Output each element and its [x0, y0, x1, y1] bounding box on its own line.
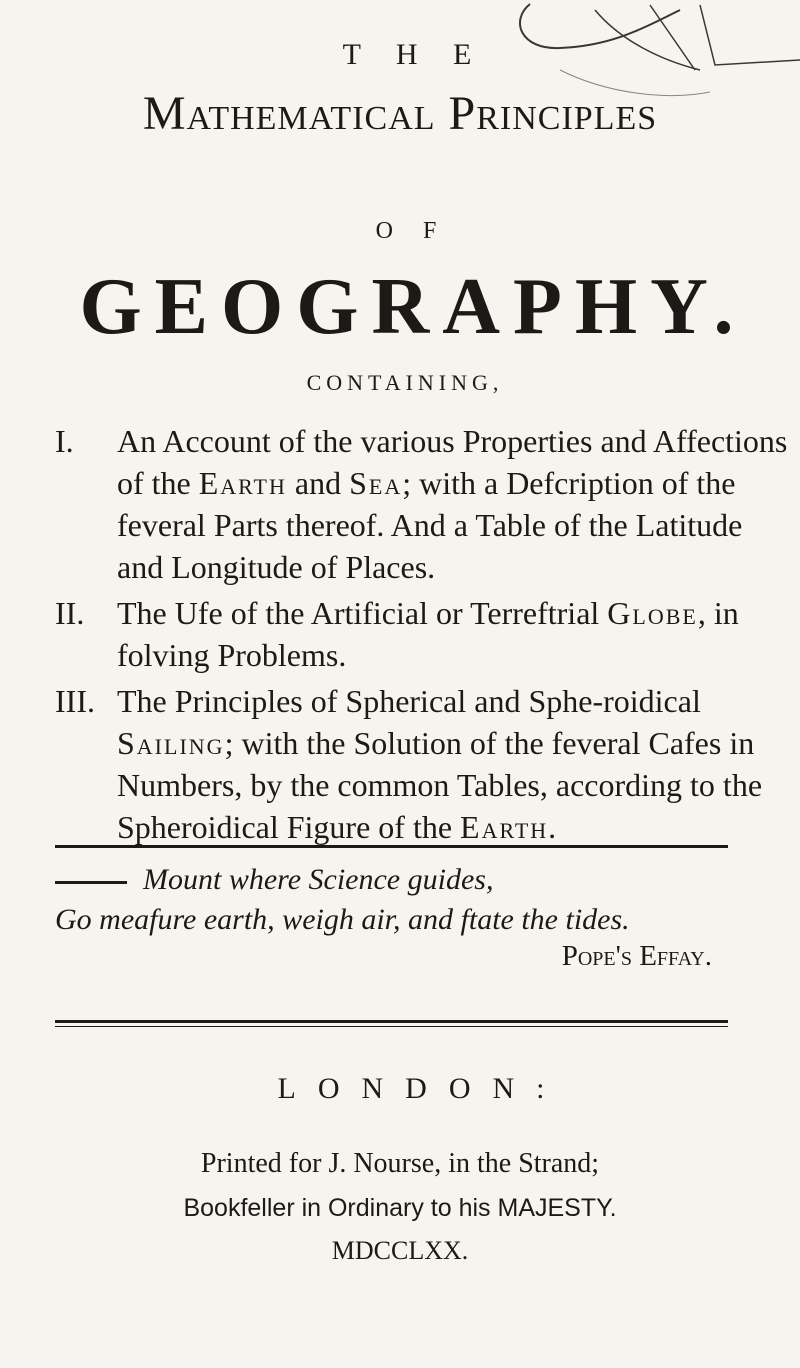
imprint-city: LONDON:	[277, 1072, 567, 1105]
item-text: The Ufe of the Artificial or Terreftrial Globe, in folving Problems.	[117, 595, 739, 673]
small-caps-sailing: Sailing	[117, 725, 225, 761]
title-of: O F	[375, 218, 449, 244]
imprint-bookseller: Bookfeller in Ordinary to his MAJESTY.	[183, 1194, 617, 1222]
divider-rule-bottom	[55, 1020, 728, 1023]
subject-title: GEOGRAPHY.	[79, 263, 747, 351]
imprint-printer: Printed for J. Nourse, in the Strand;	[200, 1148, 600, 1179]
containing-label: CONTAINING,	[306, 370, 504, 395]
small-caps-globe: Globe	[607, 595, 698, 631]
small-caps-earth: Earth	[198, 465, 287, 501]
contents-item	[55, 680, 790, 848]
small-caps-sea: Sea	[349, 465, 403, 501]
divider-rule-bottom-thin	[55, 1026, 728, 1027]
epigraph-line-1: Mount where Science guides,	[55, 860, 735, 900]
epigraph	[55, 860, 735, 940]
item-numeral: II.	[55, 595, 85, 631]
main-title: Mathematical Principles	[142, 87, 658, 140]
contents-list	[55, 420, 790, 852]
epigraph-line-2: Go meafure earth, weigh air, and ftate the tides.	[55, 903, 630, 936]
item-text: The Principles of Spherical and Sphe-roidical Sailing; with the Solution of the feveral Cafes in Numbers, by the common Tables, according to the Spheroidical Figure of the Earth.	[117, 683, 763, 845]
contents-item	[55, 592, 790, 676]
title-the: T H E	[342, 38, 486, 71]
imprint-date: MDCCLXX.	[331, 1236, 469, 1265]
contents-item	[55, 420, 790, 588]
item-numeral: I.	[55, 423, 74, 459]
item-numeral: III.	[55, 683, 95, 719]
em-dash-icon	[55, 881, 127, 884]
epigraph-attribution: Pope's Effay.	[561, 940, 712, 972]
divider-rule-top	[55, 845, 728, 848]
small-caps-earth: Earth	[460, 809, 549, 845]
item-text: An Account of the various Properties and Affections of the Earth and Sea; with a Defcription of the feveral Parts thereof. And a Table of the Latitude and Longitude of Places.	[117, 423, 788, 585]
